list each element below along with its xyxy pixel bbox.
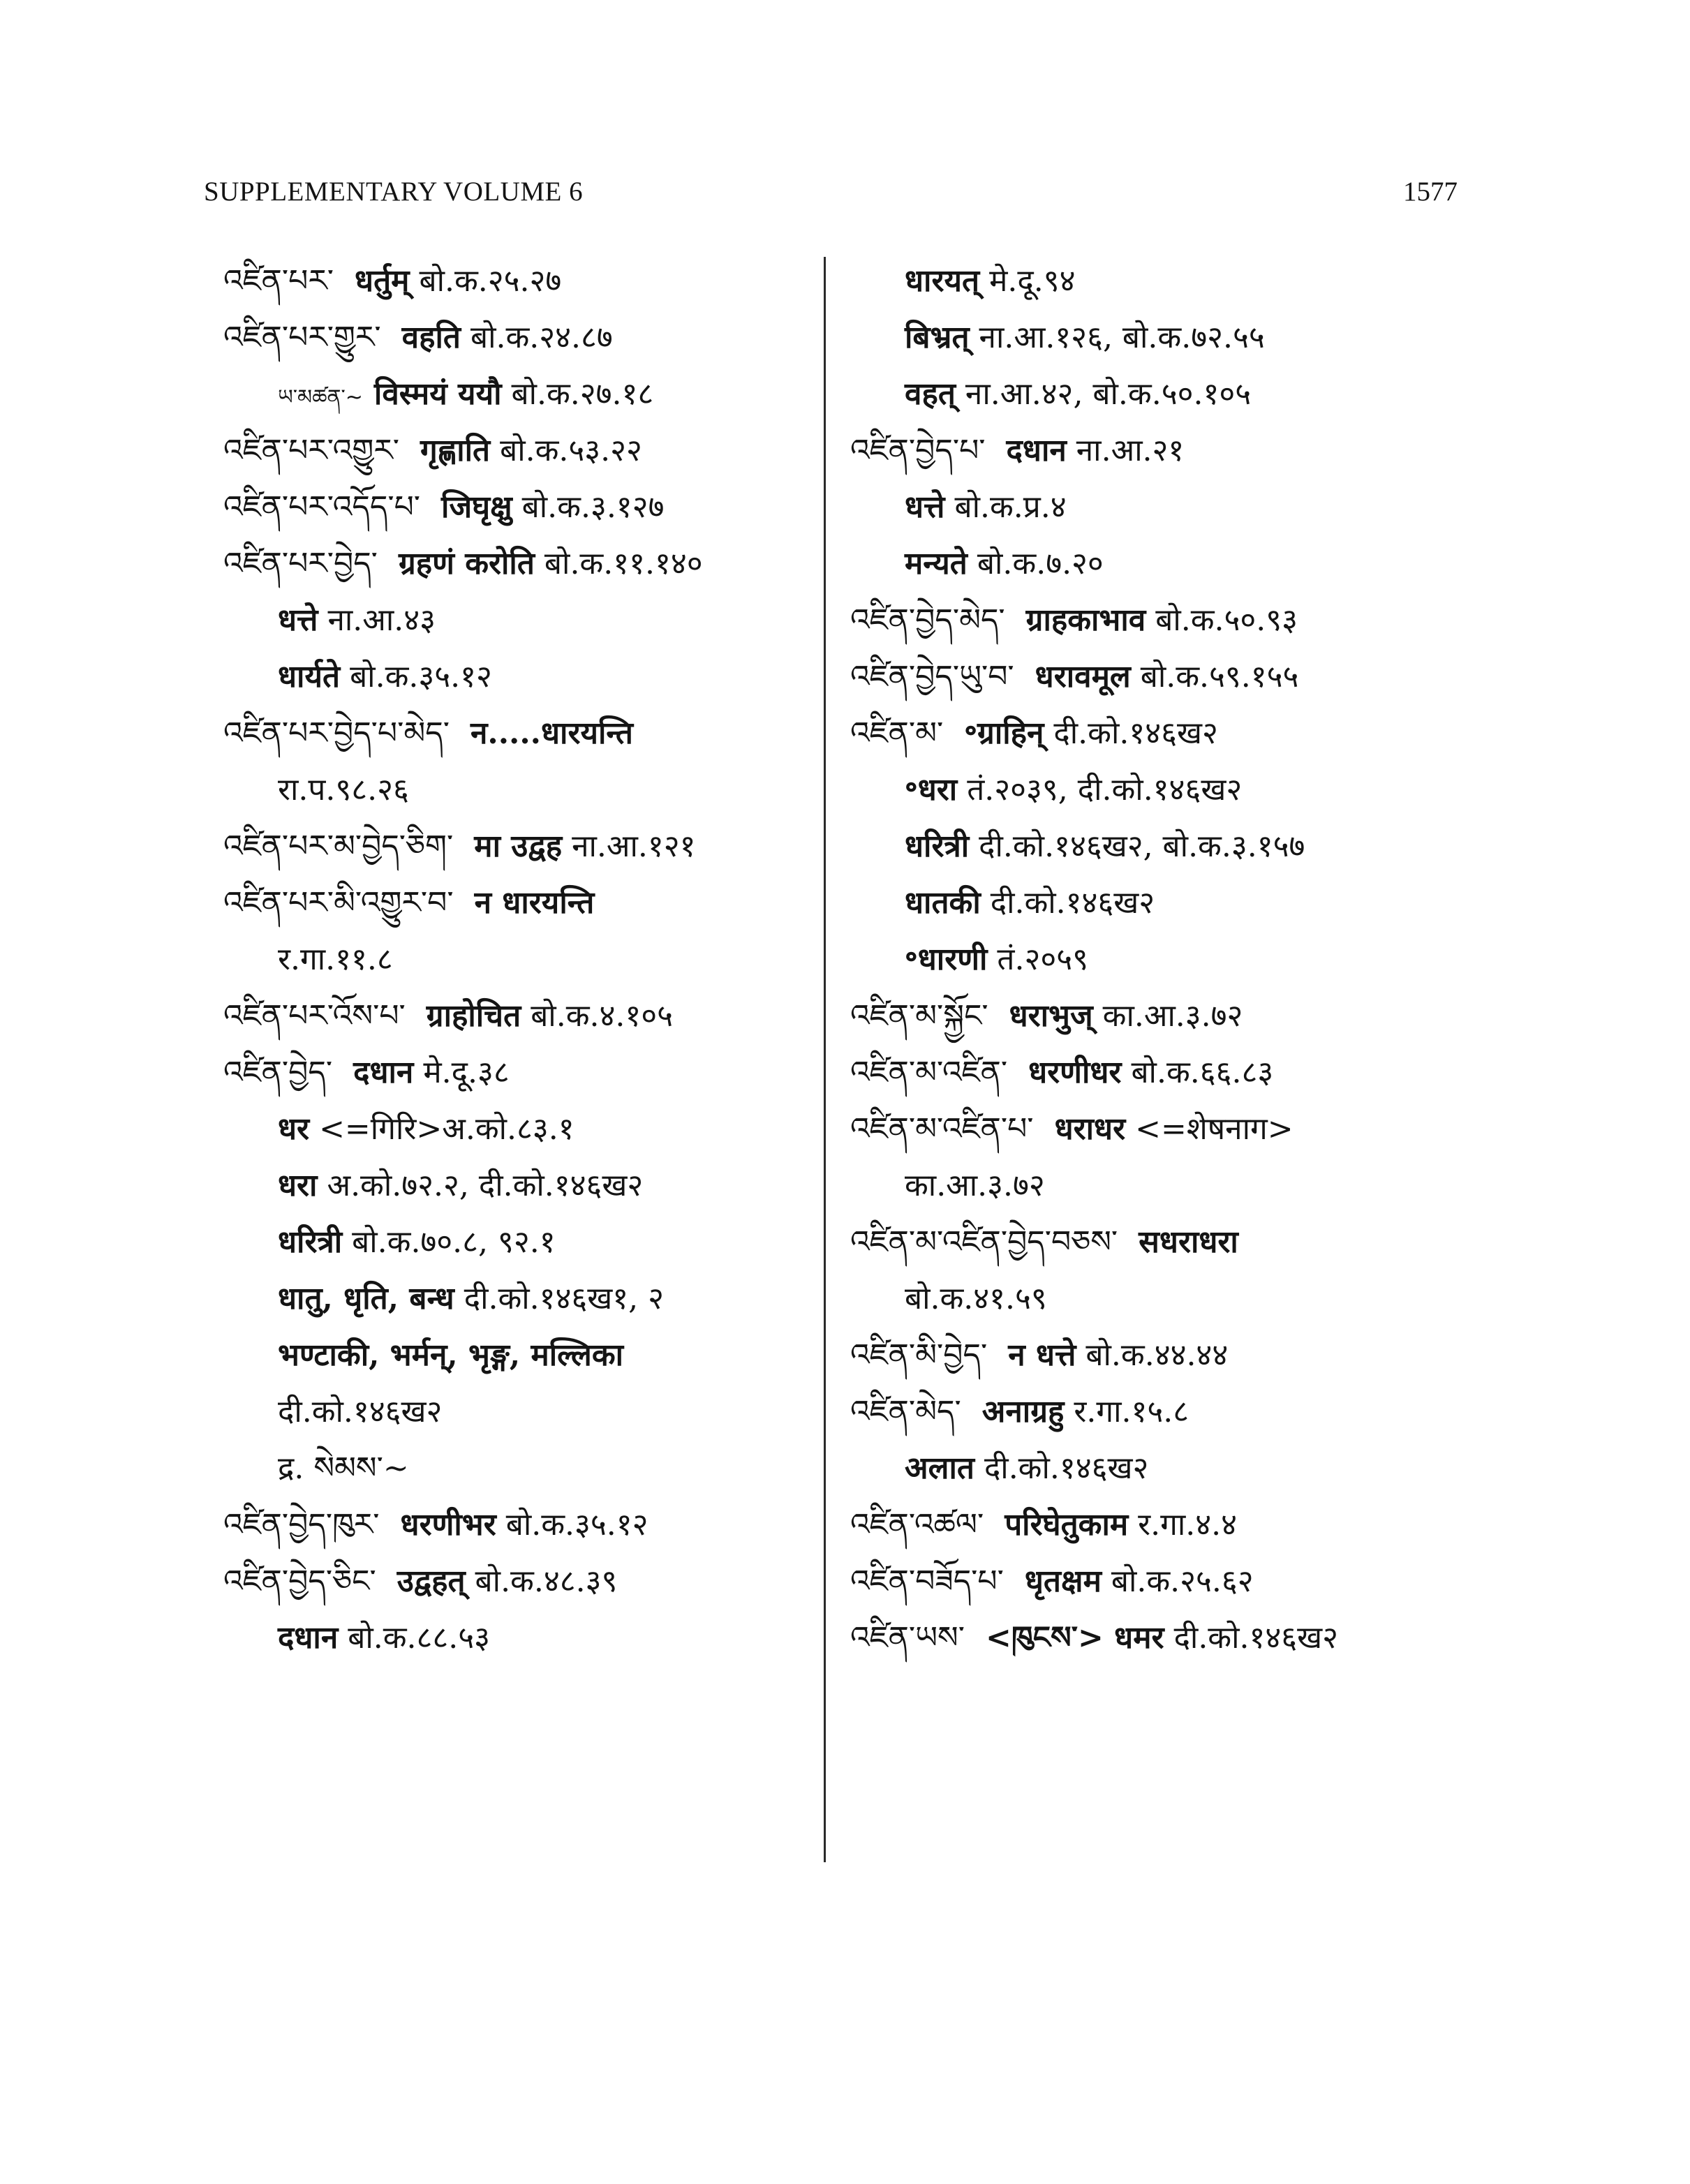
- dictionary-entry-line: [223, 1440, 838, 1496]
- sanskrit-equivalent: ग्राहोचित: [426, 998, 521, 1034]
- dictionary-entry-line: [223, 875, 838, 931]
- sanskrit-equivalent: गृह्णाति: [420, 433, 491, 468]
- dictionary-entry-line: [850, 1553, 1465, 1610]
- dictionary-entry-line: [223, 762, 838, 818]
- tibetan-headword: འཛིན་མ་འཛིན་པ་: [850, 1111, 1034, 1147]
- tibetan-headword: འཛིན་བྱེད་མེད་: [850, 602, 1005, 638]
- dictionary-entry-line: [223, 309, 838, 366]
- source-reference: का.आ.३.७२: [1102, 998, 1243, 1034]
- dictionary-entry-line: [223, 988, 838, 1044]
- sanskrit-equivalent: उद्वहत्: [396, 1563, 466, 1599]
- tibetan-headword: འཛིན་མེད་: [850, 1394, 961, 1429]
- dictionary-entry-line: [850, 422, 1465, 479]
- source-reference: दी.को.१४६ख२: [990, 885, 1155, 921]
- dictionary-entry-line: [223, 705, 838, 762]
- source-reference: बो.क.३५.१२: [505, 1507, 648, 1543]
- source-reference: ना.आ.२१: [1076, 433, 1185, 468]
- source-reference: र.गा.४.४: [1138, 1507, 1238, 1543]
- dictionary-entry-line: [850, 931, 1465, 988]
- sanskrit-equivalent: धरित्री: [278, 1224, 343, 1260]
- dictionary-entry-line: [850, 1214, 1465, 1270]
- sanskrit-equivalent: वहत्: [905, 376, 956, 412]
- sanskrit-equivalent: धृतक्षम: [1024, 1563, 1102, 1599]
- sanskrit-equivalent: धरावमूल: [1035, 659, 1131, 694]
- dictionary-entry-line: [850, 1610, 1465, 1666]
- sanskrit-equivalent: जिघृक्षु: [441, 489, 512, 525]
- source-reference: र.गा.११.८: [278, 942, 393, 977]
- dictionary-entry-line: [223, 422, 838, 479]
- sanskrit-equivalent: न धत्ते: [1008, 1337, 1076, 1373]
- dictionary-entry-line: [850, 1327, 1465, 1383]
- sanskrit-equivalent: धत्ते: [278, 602, 318, 638]
- tibetan-headword: འཛིན་པར་བྱེད་: [223, 546, 378, 581]
- sanskrit-equivalent: ॰धरा: [905, 772, 958, 808]
- sanskrit-equivalent: धत्ते: [905, 489, 945, 525]
- dictionary-entry-line: [223, 1157, 838, 1214]
- dictionary-entry-line: [850, 592, 1465, 648]
- tibetan-headword: འཛིན་པར་བྱེད་པ་མེད་: [223, 715, 450, 751]
- source-reference: बो.क.२५.२७: [419, 263, 562, 299]
- sanskrit-equivalent: धरणीधर: [1028, 1055, 1122, 1090]
- source-reference: बो.क.२५.६२: [1111, 1563, 1254, 1599]
- sanskrit-equivalent: बिभ्रत्: [905, 320, 970, 355]
- dictionary-entry-line: [850, 818, 1465, 875]
- dictionary-entry-line: [850, 535, 1465, 592]
- source-reference: बो.क.११.१४०: [544, 546, 703, 581]
- dictionary-entry-line: [850, 988, 1465, 1044]
- dictionary-entry-line: [223, 1327, 838, 1383]
- sanskrit-equivalent: सधराधरा: [1139, 1224, 1238, 1260]
- sanskrit-equivalent: धर्तुम्: [355, 263, 410, 299]
- sanskrit-equivalent: दधान: [1006, 433, 1067, 468]
- sanskrit-equivalent: मन्यते: [905, 546, 968, 581]
- running-head: SUPPLEMENTARY VOLUME 6: [204, 177, 584, 207]
- source-reference: दी.को.१४६ख२: [1053, 715, 1218, 751]
- sanskrit-equivalent: ॰धारणी: [905, 942, 988, 977]
- source-reference: बो.क.६६.८३: [1131, 1055, 1274, 1090]
- source-reference: ना.आ.१२१: [572, 829, 696, 864]
- tibetan-headword: འཛིན་པར་འགྱུར་: [223, 433, 400, 468]
- source-reference: बो.क.२७.१८: [511, 376, 654, 412]
- source-reference: बो.क.४८.३९: [475, 1563, 618, 1599]
- dictionary-entry-line: [850, 875, 1465, 931]
- sanskrit-equivalent: धारयत्: [905, 263, 980, 299]
- dictionary-entry-line: [223, 535, 838, 592]
- dictionary-entry-line: [850, 479, 1465, 535]
- source-reference: दी.को.१४६ख२: [984, 1450, 1149, 1486]
- source-reference: बो.क.७०.८, ९२.१: [352, 1224, 556, 1260]
- tibetan-headword: འཛིན་མ་: [850, 715, 944, 751]
- tibetan-headword: འཛིན་བཟོད་པ་: [850, 1563, 1004, 1599]
- source-reference: बो.क.२४.८७: [470, 320, 613, 355]
- tibetan-headword: འཛིན་བྱེད་ཅིང་: [223, 1563, 376, 1599]
- dictionary-entry-line: [850, 762, 1465, 818]
- tibetan-headword: འཛིན་མ་སྐྱོང་: [850, 998, 988, 1034]
- dictionary-entry-line: [223, 648, 838, 705]
- tibetan-headword: འཛིན་ཡས་: [850, 1620, 965, 1656]
- source-reference: बो.क.४१.५९: [905, 1281, 1047, 1316]
- right-column: [850, 253, 1465, 1666]
- source-reference: दी.को.१४६ख१, २: [464, 1281, 665, 1316]
- sanskrit-equivalent: <ཁུངས་> धमर: [986, 1620, 1164, 1656]
- dictionary-entry-line: [223, 1610, 838, 1666]
- sanskrit-equivalent: धार्यते: [278, 659, 341, 694]
- source-reference: तं.२०३९, दी.को.१४६ख२: [967, 772, 1243, 808]
- dictionary-entry-line: [223, 366, 838, 422]
- source-reference: बो.क.५९.१५५: [1140, 659, 1299, 694]
- tibetan-headword: འཛིན་པར་འདོད་པ་: [223, 489, 421, 525]
- sanskrit-equivalent: धातु, धृति, बन्ध: [278, 1281, 454, 1316]
- sanskrit-equivalent: धराभुज्: [1009, 998, 1093, 1034]
- dictionary-entry-line: [223, 1383, 838, 1440]
- source-reference: बो.क.४.१०५: [531, 998, 673, 1034]
- tibetan-headword: འཛིན་པར་: [223, 263, 334, 299]
- source-reference: बो.क.७.२०: [977, 546, 1104, 581]
- source-reference: बो.क.५३.२२: [500, 433, 642, 468]
- source-reference: बो.क.३.१२७: [521, 489, 665, 525]
- dictionary-entry-line: [850, 253, 1465, 309]
- sanskrit-equivalent: ग्रहणं करोति: [398, 546, 535, 581]
- sanskrit-equivalent: दधान: [278, 1620, 339, 1656]
- tibetan-headword: འཛིན་མི་བྱེད་: [850, 1337, 988, 1373]
- tibetan-headword: འཛིན་པར་གྱུར་: [223, 320, 381, 355]
- dictionary-entry-line: [850, 1101, 1465, 1157]
- page-header: [204, 176, 1458, 218]
- tibetan-headword: འཛིན་པར་འོས་པ་: [223, 998, 406, 1034]
- source-reference: अ.को.७२.२, दी.को.१४६ख२: [327, 1168, 644, 1203]
- left-column: [223, 253, 838, 1666]
- page-number: 1577: [1403, 177, 1458, 207]
- dictionary-entry-line: [223, 592, 838, 648]
- tibetan-headword: འཛིན་མ་འཛིན་: [850, 1055, 1008, 1090]
- tibetan-headword: འཛིན་པར་མི་འགྱུར་བ་: [223, 885, 454, 921]
- source-reference: ना.आ.४२, बो.क.५०.१०५: [965, 376, 1252, 412]
- sanskrit-equivalent: वहति: [401, 320, 461, 355]
- tibetan-headword: འཛིན་པར་མ་བྱེད་ཅིག་: [223, 829, 454, 864]
- dictionary-entry-line: [223, 253, 838, 309]
- sanskrit-equivalent: धर: [278, 1111, 310, 1147]
- source-reference: बो.क.५०.९३: [1155, 602, 1298, 638]
- dictionary-entry-line: [850, 366, 1465, 422]
- dictionary-entry-line: [850, 705, 1465, 762]
- sanskrit-equivalent: अलात: [905, 1450, 974, 1486]
- source-reference: बो.क.८८.५३: [348, 1620, 491, 1656]
- source-reference: मे.दू.३८: [423, 1055, 510, 1090]
- dictionary-entry-line: [223, 1214, 838, 1270]
- sanskrit-equivalent: ॰ग्राहिन्: [964, 715, 1044, 751]
- source-reference: तं.२०५९: [997, 942, 1088, 977]
- source-reference: रा.प.९८.२६: [278, 772, 409, 808]
- dictionary-entry-line: [223, 818, 838, 875]
- source-reference: <=गिरि>अ.को.८३.१: [319, 1111, 575, 1147]
- sanskrit-equivalent: धरणीभर: [400, 1507, 496, 1543]
- sanskrit-equivalent: दधान: [353, 1055, 414, 1090]
- dictionary-entry-line: [850, 1496, 1465, 1553]
- source-reference: बो.क.४४.४४: [1085, 1337, 1229, 1373]
- source-reference: बो.क.प्र.४: [954, 489, 1067, 525]
- tibetan-headword: འཛིན་བྱེད་ཁུར་: [223, 1507, 380, 1543]
- tibetan-headword: འཛིན་བྱེད་ཡུ་བ་: [850, 659, 1014, 694]
- dictionary-entry-line: [223, 1101, 838, 1157]
- source-reference: ना.आ.४३: [327, 602, 436, 638]
- source-reference: दी.को.१४६ख२: [1173, 1620, 1338, 1656]
- dictionary-entry-line: [223, 931, 838, 988]
- source-reference: र.गा.१५.८: [1074, 1394, 1189, 1429]
- dictionary-entry-line: [850, 309, 1465, 366]
- sanskrit-equivalent: धरा: [278, 1168, 318, 1203]
- tibetan-headword: འཛིན་འཚལ་: [850, 1507, 984, 1543]
- source-reference: द्र. སེམས་~: [278, 1450, 409, 1486]
- source-reference: <=शेषनाग>: [1135, 1111, 1294, 1147]
- source-reference: बो.क.३५.१२: [350, 659, 492, 694]
- sanskrit-equivalent: धरित्री: [905, 829, 970, 864]
- source-reference: ना.आ.१२६, बो.क.७२.५५: [979, 320, 1265, 355]
- sanskrit-equivalent: परिघेतुकाम: [1005, 1507, 1129, 1543]
- dictionary-entry-line: [850, 1383, 1465, 1440]
- dictionary-entry-line: [223, 1044, 838, 1101]
- dictionary-entry-line: [850, 1044, 1465, 1101]
- dictionary-entry-line: [850, 1440, 1465, 1496]
- dictionary-entry-line: [223, 1553, 838, 1610]
- sanskrit-equivalent: न.....धारयन्ति: [470, 715, 633, 751]
- source-reference: दी.को.१४६ख२, बो.क.३.१५७: [979, 829, 1305, 864]
- tibetan-headword: ཡ་མཚན་~: [278, 385, 363, 410]
- source-reference: मे.दू.९४: [989, 263, 1076, 299]
- source-reference: दी.को.१४६ख२: [278, 1394, 443, 1429]
- sanskrit-equivalent: धातकी: [905, 885, 981, 921]
- sanskrit-equivalent: न धारयन्ति: [474, 885, 595, 921]
- tibetan-headword: འཛིན་བྱེད་པ་: [850, 433, 986, 468]
- sanskrit-equivalent: मा उद्वह: [474, 829, 563, 864]
- dictionary-entry-line: [850, 1157, 1465, 1214]
- dictionary-entry-line: [223, 479, 838, 535]
- dictionary-entry-line: [223, 1496, 838, 1553]
- tibetan-headword: འཛིན་མ་འཛིན་བྱེད་བཅས་: [850, 1224, 1118, 1260]
- sanskrit-equivalent: अनाग्रहु: [981, 1394, 1065, 1429]
- sanskrit-equivalent: धराधर: [1054, 1111, 1126, 1147]
- column-divider: [824, 257, 826, 1862]
- sanskrit-equivalent: ग्राहकाभाव: [1025, 602, 1146, 638]
- dictionary-entry-line: [223, 1270, 838, 1327]
- source-reference: का.आ.३.७२: [905, 1168, 1045, 1203]
- sanskrit-equivalent: विस्मयं ययौ: [373, 376, 502, 412]
- sanskrit-equivalent: भण्टाकी, भर्मन्, भृङ्ग, मल्लिका: [278, 1337, 624, 1373]
- dictionary-entry-line: [850, 1270, 1465, 1327]
- dictionary-entry-line: [850, 648, 1465, 705]
- tibetan-headword: འཛིན་བྱེད་: [223, 1055, 333, 1090]
